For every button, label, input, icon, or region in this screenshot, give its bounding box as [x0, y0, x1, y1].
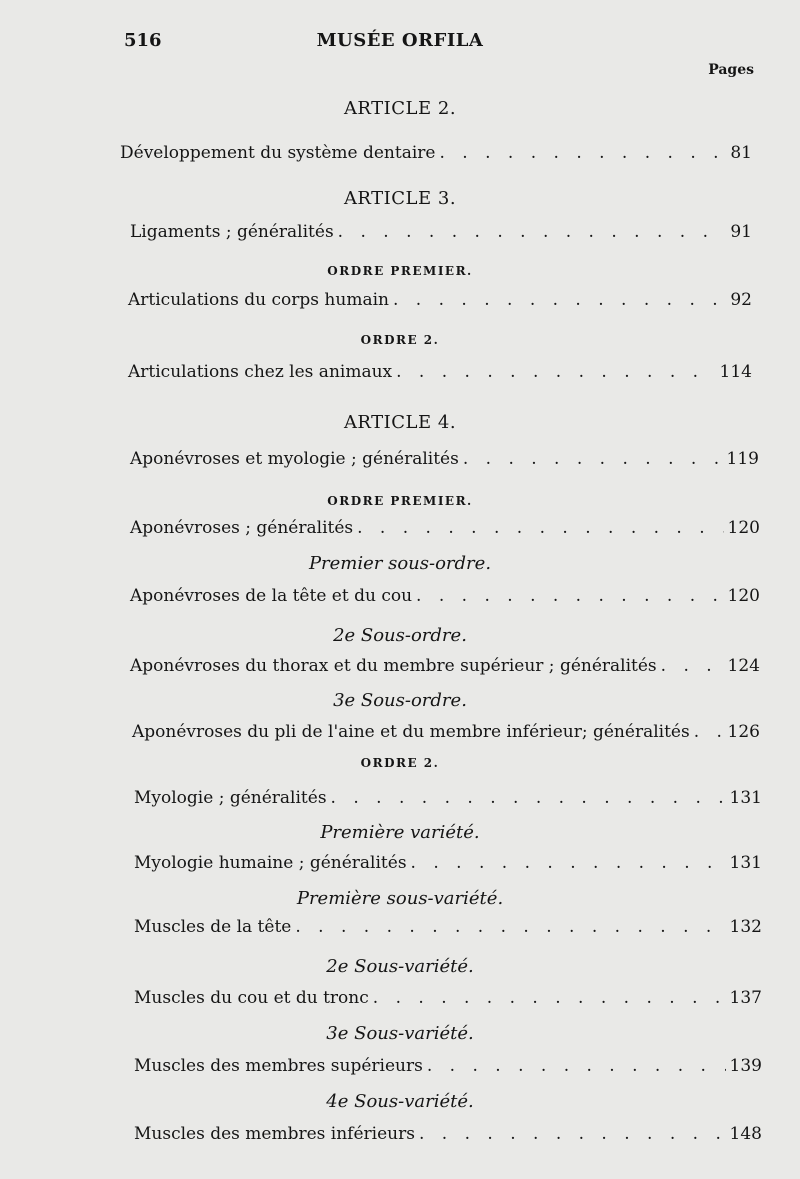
subdivision-heading: 3e Sous-ordre. — [333, 690, 467, 711]
dot-leader — [331, 788, 726, 808]
toc-entry — [134, 988, 762, 1008]
toc-entry-page: 92 — [730, 290, 752, 310]
toc-entry-label: Muscles de la tête — [134, 917, 292, 937]
dot-leader — [416, 586, 724, 606]
toc-entry-label: Ligaments ; généralités — [130, 222, 334, 242]
toc-entry-page: 114 — [719, 362, 752, 382]
toc-entry-page: 132 — [729, 917, 762, 937]
toc-entry-page: 137 — [729, 988, 762, 1008]
toc-entry — [134, 853, 762, 873]
article-heading: ARTICLE 4. — [343, 412, 457, 433]
toc-entry-label: Développement du système dentaire — [120, 143, 436, 163]
toc-entry-page: 81 — [730, 143, 752, 163]
toc-entry-label: Aponévroses du pli de l'aine et du membre inférieur; généralités — [132, 722, 690, 742]
toc-entry — [130, 222, 752, 242]
ordre-heading: ORDRE 2. — [360, 333, 440, 347]
dot-leader — [338, 222, 727, 242]
toc-entry — [134, 1056, 762, 1076]
toc-entry-label: Aponévroses du thorax et du membre supérieur ; généralités — [130, 656, 657, 676]
toc-entry-label: Aponévroses de la tête et du cou — [130, 586, 413, 606]
toc-entry-page: 119 — [726, 449, 759, 469]
pages-column-label: Pages — [708, 62, 754, 78]
page-number: 516 — [124, 30, 162, 51]
article-heading: ARTICLE 3. — [343, 188, 457, 209]
toc-entry — [120, 143, 752, 163]
subdivision-heading: Première variété. — [320, 822, 480, 843]
toc-entry-label: Muscles du cou et du tronc — [134, 988, 369, 1008]
toc-entry-page: 139 — [729, 1056, 762, 1076]
ordre-heading: ORDRE PREMIER. — [327, 494, 473, 508]
subdivision-heading: 2e Sous-variété. — [326, 956, 474, 977]
dot-leader — [393, 290, 726, 310]
toc-entry-label: Muscles des membres supérieurs — [134, 1056, 423, 1076]
toc-entry-page: 148 — [729, 1124, 762, 1144]
ordre-heading: ORDRE 2. — [360, 756, 440, 770]
toc-entry — [128, 362, 752, 382]
article-heading: ARTICLE 2. — [343, 98, 457, 119]
toc-entry-page: 131 — [729, 788, 762, 808]
dot-leader — [295, 917, 725, 937]
page-header — [0, 30, 800, 56]
dot-leader — [439, 143, 726, 163]
toc-entry-page: 120 — [727, 586, 760, 606]
toc-entry-label: Aponévroses et myologie ; généralités — [130, 449, 459, 469]
subdivision-heading: 4e Sous-variété. — [326, 1091, 474, 1112]
dot-leader — [419, 1124, 726, 1144]
subdivision-heading: Première sous-variété. — [296, 888, 504, 909]
toc-entry — [134, 917, 762, 937]
toc-entry — [130, 449, 759, 469]
toc-entry — [130, 656, 760, 676]
toc-entry — [134, 788, 762, 808]
toc-entry-page: 124 — [727, 656, 760, 676]
toc-entry-page: 131 — [729, 853, 762, 873]
toc-entry-label: Articulations du corps humain — [128, 290, 389, 310]
dot-leader — [411, 853, 726, 873]
toc-entry — [134, 1124, 762, 1144]
subdivision-heading: Premier sous-ordre. — [308, 553, 492, 574]
dot-leader — [357, 518, 723, 538]
toc-entry-label: Muscles des membres inférieurs — [134, 1124, 415, 1144]
toc-entry-page: 126 — [727, 722, 760, 742]
toc-entry — [128, 290, 752, 310]
subdivision-heading: 2e Sous-ordre. — [333, 625, 467, 646]
toc-entry — [132, 722, 760, 742]
dot-leader — [463, 449, 723, 469]
dot-leader — [427, 1056, 726, 1076]
dot-leader — [373, 988, 726, 1008]
dot-leader — [694, 722, 724, 742]
toc-entry-label: Myologie ; généralités — [134, 788, 327, 808]
toc-entry-label: Myologie humaine ; généralités — [134, 853, 407, 873]
subdivision-heading: 3e Sous-variété. — [326, 1023, 474, 1044]
toc-entry-label: Articulations chez les animaux — [128, 362, 393, 382]
ordre-heading: ORDRE PREMIER. — [327, 264, 473, 278]
toc-entry — [130, 586, 760, 606]
toc-entry-label: Aponévroses ; généralités — [130, 518, 354, 538]
toc-entry-page: 91 — [730, 222, 752, 242]
dot-leader — [661, 656, 724, 676]
dot-leader — [396, 362, 715, 382]
toc-entry-page: 120 — [727, 518, 760, 538]
running-title: MUSÉE ORFILA — [316, 30, 484, 51]
toc-entry — [130, 518, 760, 538]
